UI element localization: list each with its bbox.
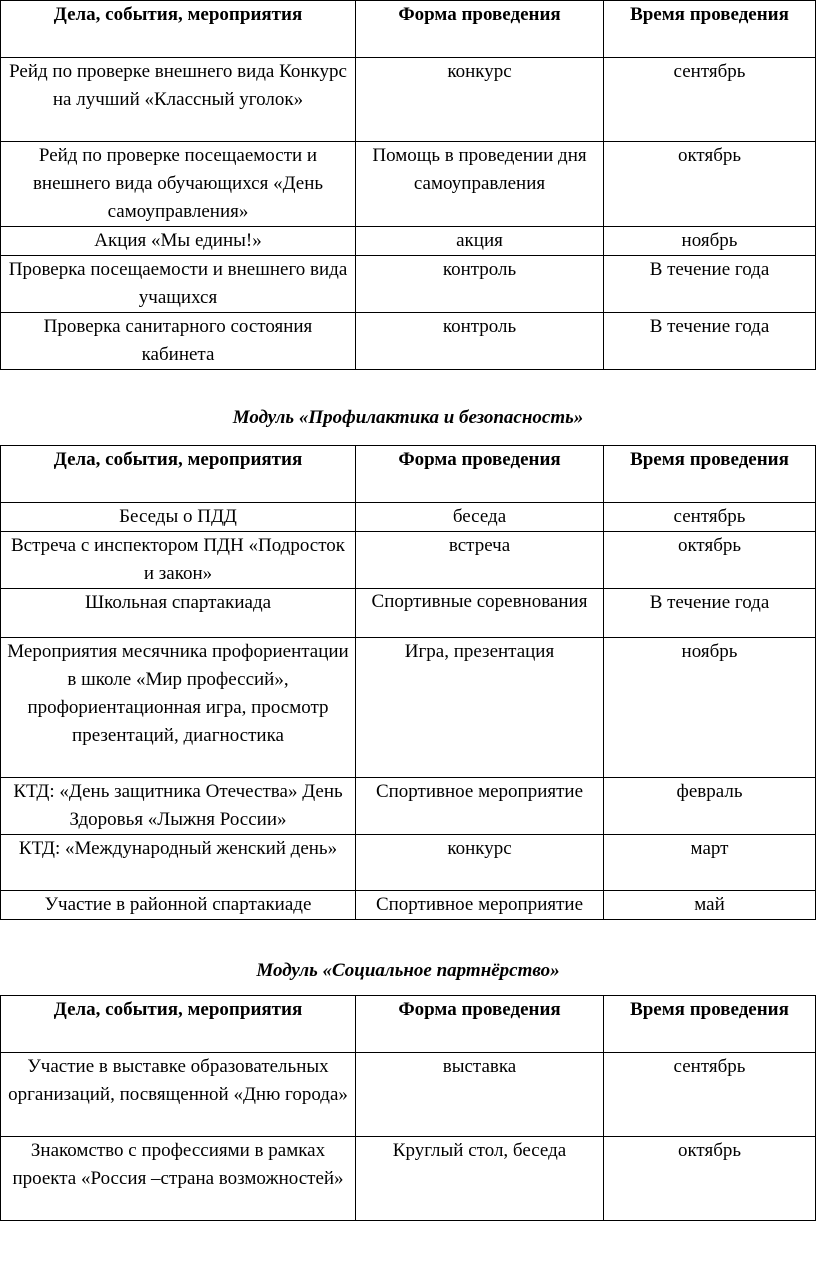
cell-activity: Проверка посещаемости и внешнего вида учащихся xyxy=(1,256,356,313)
table-row xyxy=(1,835,816,891)
table-row xyxy=(1,256,816,313)
cell-time: сентябрь xyxy=(604,1053,816,1137)
cell-activity: Рейд по проверке внешнего вида Конкурс на лучший «Классный уголок» xyxy=(1,58,356,142)
table-header-row xyxy=(1,446,816,503)
table-header-row xyxy=(1,996,816,1053)
cell-activity: Знакомство с профессиями в рамках проекта «Россия –страна возможностей» xyxy=(1,1137,356,1221)
cell-form: контроль xyxy=(356,313,604,370)
events-table-prevention xyxy=(0,445,816,920)
cell-form: Спортивные соревнования xyxy=(356,589,604,638)
cell-form: конкурс xyxy=(356,835,604,891)
header-time: Время проведения xyxy=(604,446,816,503)
cell-activity: Рейд по проверке посещаемости и внешнего вида обучающихся «День самоуправления» xyxy=(1,142,356,227)
table-row xyxy=(1,142,816,227)
table-row xyxy=(1,638,816,778)
cell-form: встреча xyxy=(356,532,604,589)
table-row xyxy=(1,227,816,256)
cell-form: Игра, презентация xyxy=(356,638,604,778)
module-title-partnership: Модуль «Социальное партнёрство» xyxy=(256,960,560,981)
cell-time: март xyxy=(604,835,816,891)
events-table-1 xyxy=(0,0,816,370)
cell-time: ноябрь xyxy=(604,227,816,256)
cell-form: конкурс xyxy=(356,58,604,142)
header-time: Время проведения xyxy=(604,1,816,58)
cell-activity: Встреча с инспектором ПДН «Подросток и закон» xyxy=(1,532,356,589)
cell-time: ноябрь xyxy=(604,638,816,778)
table-row xyxy=(1,313,816,370)
cell-form: контроль xyxy=(356,256,604,313)
cell-form: Спортивное мероприятие xyxy=(356,778,604,835)
table-row xyxy=(1,891,816,920)
cell-activity: Мероприятия месячника профориентации в школе «Мир профессий», профориентационная игра, просмотр презентаций, диагностика xyxy=(1,638,356,778)
cell-time: В течение года xyxy=(604,589,816,638)
cell-form: Спортивное мероприятие xyxy=(356,891,604,920)
cell-time: октябрь xyxy=(604,1137,816,1221)
cell-time: сентябрь xyxy=(604,503,816,532)
table-row xyxy=(1,778,816,835)
cell-activity: Акция «Мы едины!» xyxy=(1,227,356,256)
events-table-partnership xyxy=(0,995,816,1221)
header-time: Время проведения xyxy=(604,996,816,1053)
cell-time: октябрь xyxy=(604,142,816,227)
cell-time: В течение года xyxy=(604,313,816,370)
cell-form: беседа xyxy=(356,503,604,532)
table-row xyxy=(1,532,816,589)
cell-activity: Беседы о ПДД xyxy=(1,503,356,532)
cell-activity: Школьная спартакиада xyxy=(1,589,356,638)
table-header-row xyxy=(1,1,816,58)
cell-form: Помощь в проведении дня самоуправления xyxy=(356,142,604,227)
table-row xyxy=(1,58,816,142)
header-form: Форма проведения xyxy=(356,446,604,503)
cell-form: Круглый стол, беседа xyxy=(356,1137,604,1221)
header-form: Форма проведения xyxy=(356,1,604,58)
cell-activity: Участие в районной спартакиаде xyxy=(1,891,356,920)
table-row xyxy=(1,1137,816,1221)
cell-activity: Участие в выставке образовательных организаций, посвященной «Дню города» xyxy=(1,1053,356,1137)
table-row xyxy=(1,1053,816,1137)
cell-activity: КТД: «День защитника Отечества» День Здоровья «Лыжня России» xyxy=(1,778,356,835)
cell-time: май xyxy=(604,891,816,920)
table-row xyxy=(1,503,816,532)
header-activity: Дела, события, мероприятия xyxy=(1,446,356,503)
cell-activity: Проверка санитарного состояния кабинета xyxy=(1,313,356,370)
module-title-prevention: Модуль «Профилактика и безопасность» xyxy=(232,407,584,428)
cell-time: сентябрь xyxy=(604,58,816,142)
cell-time: октябрь xyxy=(604,532,816,589)
table-row xyxy=(1,589,816,638)
cell-time: В течение года xyxy=(604,256,816,313)
cell-activity: КТД: «Международный женский день» xyxy=(1,835,356,891)
header-activity: Дела, события, мероприятия xyxy=(1,996,356,1053)
cell-form: акция xyxy=(356,227,604,256)
header-form: Форма проведения xyxy=(356,996,604,1053)
cell-form: выставка xyxy=(356,1053,604,1137)
header-activity: Дела, события, мероприятия xyxy=(1,1,356,58)
cell-time: февраль xyxy=(604,778,816,835)
